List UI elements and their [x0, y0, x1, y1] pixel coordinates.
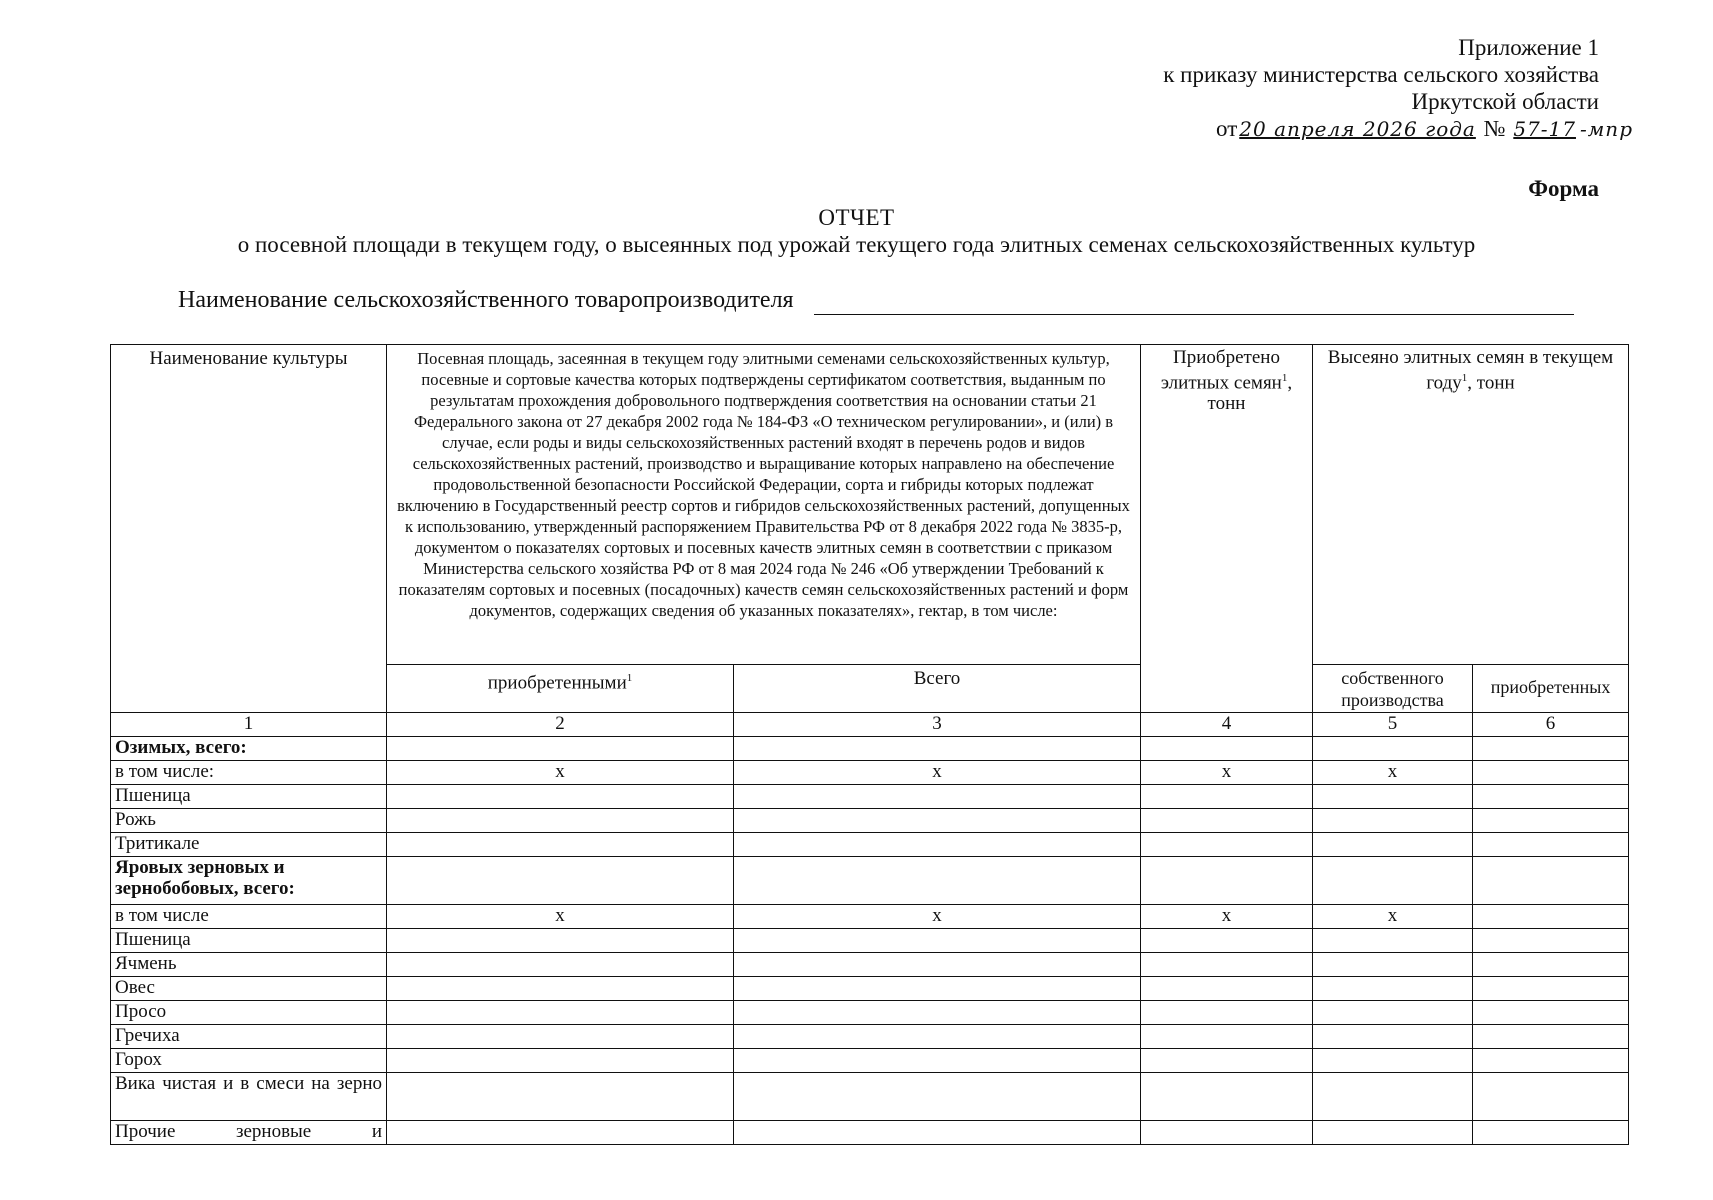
data-entry-cell[interactable]: [1141, 1049, 1313, 1073]
table-row: [111, 809, 1629, 833]
row-culture-label: Рожь: [111, 809, 387, 833]
data-entry-cell[interactable]: [1313, 953, 1473, 977]
row-culture-label: в том числе:: [111, 761, 387, 785]
column-number: 6: [1473, 713, 1629, 737]
header-sown-seeds: Высеяно элитных семян в текущем году$^1$, тонн: [1313, 345, 1629, 665]
table-row: [111, 977, 1629, 1001]
data-entry-cell[interactable]: [1313, 833, 1473, 857]
data-entry-cell[interactable]: [1141, 1025, 1313, 1049]
appendix-line-1: Приложение 1: [1458, 35, 1599, 60]
data-entry-cell[interactable]: [387, 929, 734, 953]
data-entry-cell[interactable]: [1141, 833, 1313, 857]
column-number: 2: [387, 713, 734, 737]
producer-name-field[interactable]: [814, 314, 1574, 315]
data-entry-cell[interactable]: [1473, 1001, 1629, 1025]
not-applicable-mark: x: [1313, 761, 1473, 785]
handwritten-number-suffix: -мпр: [1579, 117, 1633, 141]
data-entry-cell[interactable]: [387, 857, 734, 905]
header-sown-area: Посевная площадь, засеянная в текущем году элитными семенами сельскохозяйственных культур, посевные и сортовые качества которых подтверждены сертификатом соответствия, выданным по результатам прохождения добровольного подтверждения соответствия на основании статьи 21 Федерального закона от 27 декабря 2002 года № 184-ФЗ «О техническом регулировании», и (или) в случае, если роды и виды сельскохозяйственных растений входят в перечень родов и видов сельскохозяйственных растений, производство и выращивание которых направлено на обеспечение продовольственной безопасности Российской Федерации, сорта и гибриды которых подлежат включению в Государственный реестр сортов и гибридов сельскохозяйственных растений, допущенных к использованию, утвержденный распоряжением Правительства РФ от 8 декабря 2022 года № 3835-р, документом о показателях сортовых и посевных качеств элитных семян в соответствии с приказом Министерства сельского хозяйства РФ от 8 мая 2024 года № 246 «Об утверждении Требований к показателям сортовых и посевных (посадочных) качеств семян сельскохозяйственных растений и форм документов, содержащих сведения об указанных показателях», гектар, в том числе:: [387, 345, 1141, 665]
handwritten-number: 57-17: [1513, 117, 1576, 141]
data-entry-cell[interactable]: [387, 1049, 734, 1073]
table-row: [111, 737, 1629, 761]
data-entry-cell[interactable]: [387, 1001, 734, 1025]
column-number: 5: [1313, 713, 1473, 737]
header-purchased-sown: приобретенных: [1473, 665, 1629, 713]
row-culture-label: Озимых, всего:: [111, 737, 387, 761]
not-applicable-mark: x: [734, 905, 1141, 929]
data-entry-cell[interactable]: [387, 1025, 734, 1049]
data-entry-cell[interactable]: [1313, 737, 1473, 761]
producer-label: Наименование сельскохозяйственного товаропроизводителя: [178, 287, 794, 313]
not-applicable-mark: x: [1141, 761, 1313, 785]
table-row: [111, 1073, 1629, 1121]
header-own-production: собственного производства: [1313, 665, 1473, 713]
data-entry-cell[interactable]: [1313, 857, 1473, 905]
appendix-header: [1163, 34, 1633, 143]
table-row: [111, 1001, 1629, 1025]
data-entry-cell[interactable]: [734, 1121, 1141, 1145]
data-entry-cell[interactable]: [1473, 1073, 1629, 1121]
table-row: [111, 857, 1629, 905]
table-row: [111, 929, 1629, 953]
header-total: Всего: [734, 665, 1141, 713]
data-entry-cell[interactable]: [1141, 953, 1313, 977]
data-entry-cell[interactable]: [387, 785, 734, 809]
data-entry-cell[interactable]: [734, 785, 1141, 809]
row-culture-label: в том числе: [111, 905, 387, 929]
order-date-line: [1199, 115, 1635, 143]
data-entry-cell[interactable]: [1473, 785, 1629, 809]
data-entry-cell[interactable]: [1141, 929, 1313, 953]
data-entry-cell[interactable]: [1473, 1049, 1629, 1073]
appendix-line-3: Иркутской области: [1411, 89, 1599, 114]
column-number-row: [111, 713, 1629, 737]
data-entry-cell[interactable]: [1141, 737, 1313, 761]
not-applicable-mark: x: [387, 761, 734, 785]
data-entry-cell[interactable]: [387, 1121, 734, 1145]
data-entry-cell[interactable]: [1473, 737, 1629, 761]
data-entry-cell[interactable]: [1313, 1025, 1473, 1049]
data-entry-cell[interactable]: [387, 833, 734, 857]
data-entry-cell[interactable]: [1473, 953, 1629, 977]
row-culture-label: Пшеница: [111, 929, 387, 953]
data-entry-cell[interactable]: [734, 977, 1141, 1001]
header-row-main: [111, 345, 1629, 665]
row-culture-label: Пшеница: [111, 785, 387, 809]
header-purchased-seeds: Приобретено элитных семян$^1$, тонн: [1141, 345, 1313, 713]
data-entry-cell[interactable]: [1313, 1073, 1473, 1121]
data-entry-cell[interactable]: [387, 809, 734, 833]
row-culture-label: Гречиха: [111, 1025, 387, 1049]
data-entry-cell[interactable]: [1313, 785, 1473, 809]
table-row: [111, 833, 1629, 857]
data-entry-cell[interactable]: [734, 833, 1141, 857]
data-entry-cell[interactable]: [1141, 785, 1313, 809]
data-entry-cell[interactable]: [1313, 1049, 1473, 1073]
row-culture-label: Горох: [111, 1049, 387, 1073]
data-entry-cell[interactable]: [387, 1073, 734, 1121]
handwritten-date: 20 апреля 2026 года: [1239, 117, 1476, 141]
data-entry-cell[interactable]: [734, 857, 1141, 905]
row-culture-label: Ячмень: [111, 953, 387, 977]
data-entry-cell[interactable]: [734, 929, 1141, 953]
data-entry-cell[interactable]: [1141, 809, 1313, 833]
table-row: [111, 1049, 1629, 1073]
data-entry-cell[interactable]: [1473, 1121, 1629, 1145]
data-entry-cell[interactable]: [1473, 977, 1629, 1001]
data-entry-cell[interactable]: [387, 977, 734, 1001]
table-row: [111, 1025, 1629, 1049]
number-prefix: №: [1483, 116, 1506, 141]
data-entry-cell[interactable]: [1473, 761, 1629, 785]
data-entry-cell[interactable]: [734, 737, 1141, 761]
data-entry-cell[interactable]: [1141, 977, 1313, 1001]
data-entry-cell[interactable]: [1313, 1001, 1473, 1025]
row-culture-label: Просо: [111, 1001, 387, 1025]
row-culture-label: Тритикале: [111, 833, 387, 857]
column-number: 3: [734, 713, 1141, 737]
column-number: 1: [111, 713, 387, 737]
data-entry-cell[interactable]: [1473, 929, 1629, 953]
row-culture-label: Яровых зерновых и зернобобовых, всего:: [111, 857, 387, 905]
data-entry-cell[interactable]: [1473, 857, 1629, 905]
data-entry-cell[interactable]: [1141, 857, 1313, 905]
data-entry-cell[interactable]: [734, 1073, 1141, 1121]
data-entry-cell[interactable]: [1313, 1121, 1473, 1145]
data-entry-cell[interactable]: [1313, 809, 1473, 833]
data-entry-cell[interactable]: [1473, 809, 1629, 833]
table-row: [111, 785, 1629, 809]
table-row: [111, 761, 1629, 785]
table-row: [111, 953, 1629, 977]
data-entry-cell[interactable]: [387, 737, 734, 761]
data-entry-cell[interactable]: [387, 953, 734, 977]
data-entry-cell[interactable]: [734, 1049, 1141, 1073]
data-entry-cell[interactable]: [1473, 1025, 1629, 1049]
report-subtitle: о посевной площади в текущем году, о высеянных под урожай текущего года элитных семенах сельскохозяйственных культур: [237, 232, 1476, 257]
data-entry-cell[interactable]: [734, 809, 1141, 833]
not-applicable-mark: x: [734, 761, 1141, 785]
data-entry-cell[interactable]: [734, 953, 1141, 977]
data-entry-cell[interactable]: [1141, 1001, 1313, 1025]
row-culture-label: Вика чистая и в смеси на зерно: [111, 1073, 387, 1121]
table-row: [111, 1121, 1629, 1145]
not-applicable-mark: x: [1141, 905, 1313, 929]
column-number: 4: [1141, 713, 1313, 737]
not-applicable-mark: x: [1313, 905, 1473, 929]
row-culture-label: Овес: [111, 977, 387, 1001]
data-entry-cell[interactable]: [1141, 1073, 1313, 1121]
form-label: Форма: [1528, 176, 1599, 201]
data-entry-cell[interactable]: [734, 1001, 1141, 1025]
table-row: [111, 905, 1629, 929]
appendix-line-2: к приказу министерства сельского хозяйства: [1163, 62, 1599, 87]
data-entry-cell[interactable]: [1313, 977, 1473, 1001]
date-prefix: от: [1216, 116, 1238, 141]
row-culture-label: Прочие зерновые и: [111, 1121, 387, 1145]
data-entry-cell[interactable]: [1473, 905, 1629, 929]
data-entry-cell[interactable]: [1313, 929, 1473, 953]
report-table: [110, 344, 1629, 1145]
header-purchased: приобретенными$^1$: [387, 665, 734, 713]
data-entry-cell[interactable]: [1141, 1121, 1313, 1145]
report-title: ОТЧЕТ: [818, 205, 895, 230]
header-culture-name: Наименование культуры: [111, 345, 387, 713]
data-entry-cell[interactable]: [1473, 833, 1629, 857]
data-entry-cell[interactable]: [734, 1025, 1141, 1049]
not-applicable-mark: x: [387, 905, 734, 929]
